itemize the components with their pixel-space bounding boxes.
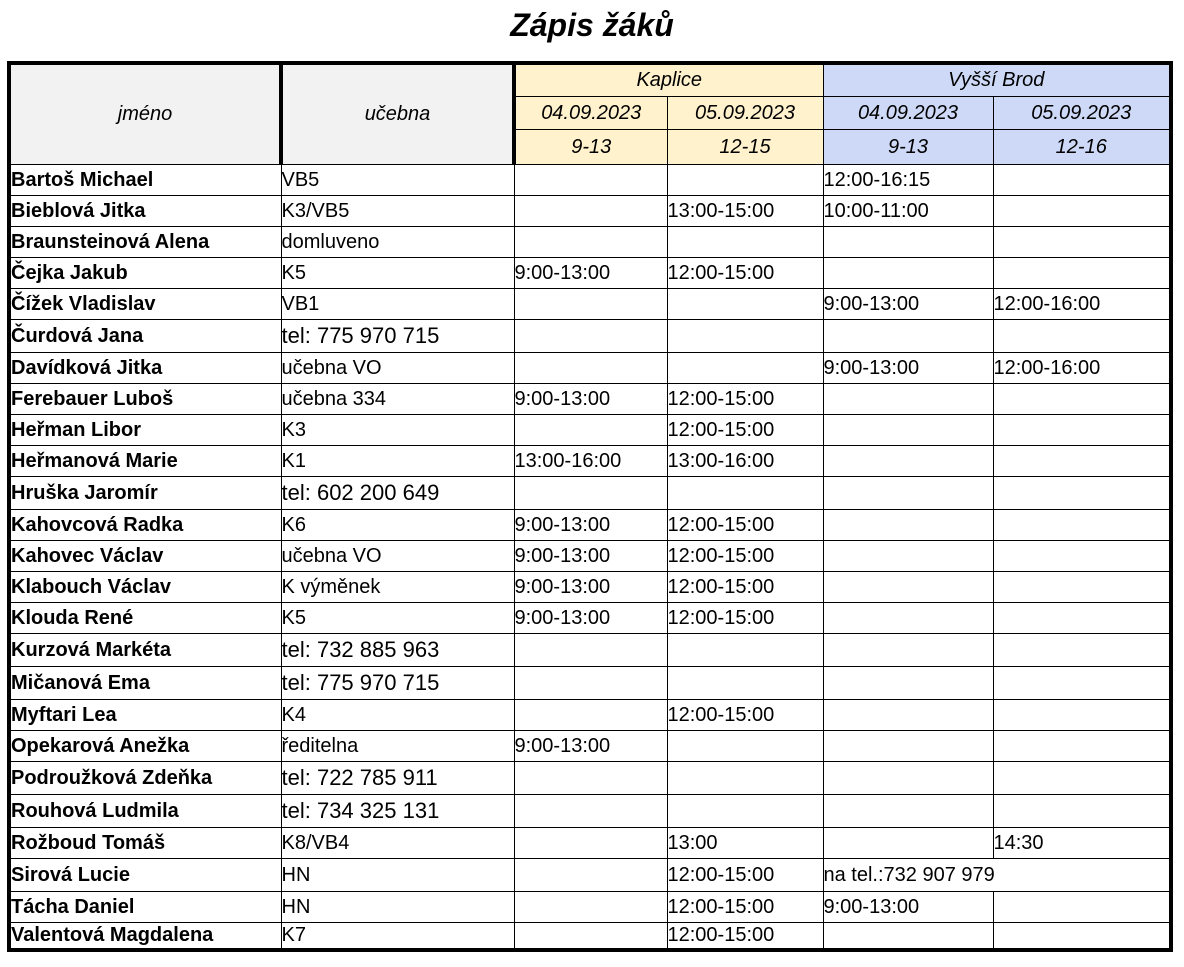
slot-kaplice-day2: 12:00-15:00 <box>667 571 823 602</box>
slot-vyssi-brod-day2 <box>993 540 1171 571</box>
table-row <box>9 761 1171 794</box>
slot-vyssi-brod-day1 <box>823 602 993 633</box>
slot-vyssi-brod-day2 <box>993 445 1171 476</box>
slot-kaplice-day2: 12:00-15:00 <box>667 414 823 445</box>
slot-kaplice-day1: 9:00-13:00 <box>514 509 667 540</box>
table-row <box>9 633 1171 666</box>
table-row <box>9 288 1171 319</box>
student-name: Kahovec Václav <box>9 540 281 571</box>
student-classroom: tel: 602 200 649 <box>281 476 514 509</box>
slot-kaplice-day2: 13:00-16:00 <box>667 445 823 476</box>
slot-kaplice-day1: 13:00-16:00 <box>514 445 667 476</box>
slot-vyssi-brod-day2 <box>993 602 1171 633</box>
slot-kaplice-day2: 12:00-15:00 <box>667 891 823 922</box>
student-classroom: tel: 732 885 963 <box>281 633 514 666</box>
slot-kaplice-day1 <box>514 827 667 858</box>
student-name: Hruška Jaromír <box>9 476 281 509</box>
slot-kaplice-day1 <box>514 476 667 509</box>
slot-kaplice-day1 <box>514 226 667 257</box>
slot-vyssi-brod-day1 <box>823 540 993 571</box>
slot-kaplice-day1: 9:00-13:00 <box>514 571 667 602</box>
slot-vyssi-brod-day1 <box>823 226 993 257</box>
slot-vyssi-brod-day2 <box>993 699 1171 730</box>
student-classroom: HN <box>281 891 514 922</box>
enrollment-table <box>7 61 1173 952</box>
sheet-title: Zápis žáků <box>510 7 674 43</box>
slot-kaplice-day1 <box>514 699 667 730</box>
slot-kaplice-day1 <box>514 891 667 922</box>
slot-vyssi-brod-day2 <box>993 571 1171 602</box>
slot-vyssi-brod-day1 <box>823 571 993 602</box>
slot-vyssi-brod-day2 <box>993 922 1171 950</box>
slot-vyssi-brod-day2 <box>993 195 1171 226</box>
slot-vyssi-brod-day2: 12:00-16:00 <box>993 352 1171 383</box>
slot-kaplice-day2 <box>667 164 823 195</box>
table-row <box>9 602 1171 633</box>
slot-kaplice-day2: 12:00-15:00 <box>667 922 823 950</box>
student-classroom: K7 <box>281 922 514 950</box>
student-name: Heřmanová Marie <box>9 445 281 476</box>
table-row <box>9 891 1171 922</box>
slot-vyssi-brod-day1 <box>823 922 993 950</box>
slot-vyssi-brod-note: na tel.:732 907 979 <box>823 858 1171 891</box>
student-classroom: K8/VB4 <box>281 827 514 858</box>
student-name: Podroužková Zdeňka <box>9 761 281 794</box>
student-name: Tácha Daniel <box>9 891 281 922</box>
student-classroom: domluveno <box>281 226 514 257</box>
student-classroom: VB1 <box>281 288 514 319</box>
slot-vyssi-brod-day1: 9:00-13:00 <box>823 288 993 319</box>
slot-kaplice-day2 <box>667 730 823 761</box>
student-name: Bieblová Jitka <box>9 195 281 226</box>
student-classroom: K1 <box>281 445 514 476</box>
slot-kaplice-day1 <box>514 922 667 950</box>
table-row <box>9 666 1171 699</box>
student-classroom: K výměnek <box>281 571 514 602</box>
slot-vyssi-brod-day2 <box>993 319 1171 352</box>
table-row <box>9 414 1171 445</box>
slot-vyssi-brod-day2 <box>993 414 1171 445</box>
slot-vyssi-brod-day1: 9:00-13:00 <box>823 352 993 383</box>
slot-kaplice-day2 <box>667 633 823 666</box>
student-name: Braunsteinová Alena <box>9 226 281 257</box>
slot-vyssi-brod-day1: 10:00-11:00 <box>823 195 993 226</box>
slot-vyssi-brod-day1: 9:00-13:00 <box>823 891 993 922</box>
slot-kaplice-day2: 12:00-15:00 <box>667 699 823 730</box>
slot-kaplice-day2 <box>667 761 823 794</box>
table-row <box>9 226 1171 257</box>
header-name: jméno <box>9 63 281 164</box>
header-time: 9-13 <box>514 129 667 164</box>
slot-vyssi-brod-day2 <box>993 257 1171 288</box>
header-location-kaplice: Kaplice <box>514 63 823 96</box>
table-row <box>9 794 1171 827</box>
header-time: 12-15 <box>667 129 823 164</box>
slot-kaplice-day2 <box>667 319 823 352</box>
header-time: 9-13 <box>823 129 993 164</box>
header-date: 04.09.2023 <box>514 96 667 129</box>
slot-vyssi-brod-day1 <box>823 730 993 761</box>
student-name: Kahovcová Radka <box>9 509 281 540</box>
table-row <box>9 730 1171 761</box>
student-name: Čížek Vladislav <box>9 288 281 319</box>
slot-vyssi-brod-day2 <box>993 730 1171 761</box>
student-classroom: učebna VO <box>281 352 514 383</box>
slot-kaplice-day2 <box>667 476 823 509</box>
slot-vyssi-brod-day1 <box>823 414 993 445</box>
slot-vyssi-brod-day1 <box>823 666 993 699</box>
student-name: Davídková Jitka <box>9 352 281 383</box>
slot-vyssi-brod-day1 <box>823 761 993 794</box>
table-row <box>9 383 1171 414</box>
student-classroom: K3 <box>281 414 514 445</box>
slot-kaplice-day1 <box>514 633 667 666</box>
slot-kaplice-day2: 12:00-15:00 <box>667 602 823 633</box>
slot-vyssi-brod-day2 <box>993 891 1171 922</box>
student-name: Čejka Jakub <box>9 257 281 288</box>
slot-vyssi-brod-day2 <box>993 666 1171 699</box>
slot-vyssi-brod-day2 <box>993 509 1171 540</box>
student-name: Ferebauer Luboš <box>9 383 281 414</box>
slot-kaplice-day1: 9:00-13:00 <box>514 383 667 414</box>
header-date: 05.09.2023 <box>993 96 1171 129</box>
slot-kaplice-day2: 13:00-15:00 <box>667 195 823 226</box>
student-name: Sirová Lucie <box>9 858 281 891</box>
student-name: Čurdová Jana <box>9 319 281 352</box>
header-date: 05.09.2023 <box>667 96 823 129</box>
slot-vyssi-brod-day2 <box>993 164 1171 195</box>
slot-vyssi-brod-day1 <box>823 319 993 352</box>
student-classroom: VB5 <box>281 164 514 195</box>
table-row <box>9 195 1171 226</box>
table-row <box>9 858 1171 891</box>
student-classroom: učebna 334 <box>281 383 514 414</box>
student-classroom: ředitelna <box>281 730 514 761</box>
student-classroom: tel: 722 785 911 <box>281 761 514 794</box>
slot-kaplice-day1: 9:00-13:00 <box>514 540 667 571</box>
slot-vyssi-brod-day1 <box>823 509 993 540</box>
slot-kaplice-day2: 12:00-15:00 <box>667 858 823 891</box>
slot-kaplice-day1 <box>514 414 667 445</box>
slot-kaplice-day1 <box>514 761 667 794</box>
table-row <box>9 827 1171 858</box>
slot-vyssi-brod-day1: 12:00-16:15 <box>823 164 993 195</box>
student-classroom: K5 <box>281 257 514 288</box>
slot-vyssi-brod-day1 <box>823 383 993 414</box>
student-classroom: učebna VO <box>281 540 514 571</box>
table-row <box>9 319 1171 352</box>
student-classroom: tel: 775 970 715 <box>281 319 514 352</box>
slot-vyssi-brod-day1 <box>823 257 993 288</box>
slot-kaplice-day2: 12:00-15:00 <box>667 509 823 540</box>
table-row <box>9 699 1171 730</box>
student-name: Valentová Magdalena <box>9 922 281 950</box>
student-classroom: K3/VB5 <box>281 195 514 226</box>
slot-vyssi-brod-day2 <box>993 633 1171 666</box>
slot-kaplice-day2: 12:00-15:00 <box>667 540 823 571</box>
student-classroom: HN <box>281 858 514 891</box>
student-classroom: tel: 775 970 715 <box>281 666 514 699</box>
slot-vyssi-brod-day2: 12:00-16:00 <box>993 288 1171 319</box>
slot-kaplice-day1 <box>514 288 667 319</box>
slot-kaplice-day2: 12:00-15:00 <box>667 383 823 414</box>
header-date: 04.09.2023 <box>823 96 993 129</box>
slot-vyssi-brod-day2 <box>993 794 1171 827</box>
slot-kaplice-day1: 9:00-13:00 <box>514 257 667 288</box>
slot-vyssi-brod-day1 <box>823 476 993 509</box>
slot-kaplice-day2 <box>667 666 823 699</box>
header-classroom: učebna <box>281 63 514 164</box>
slot-vyssi-brod-day2 <box>993 383 1171 414</box>
slot-kaplice-day1 <box>514 352 667 383</box>
slot-kaplice-day2 <box>667 226 823 257</box>
slot-kaplice-day1: 9:00-13:00 <box>514 730 667 761</box>
slot-kaplice-day1 <box>514 794 667 827</box>
table-row <box>9 571 1171 602</box>
table-row <box>9 476 1171 509</box>
student-name: Myftari Lea <box>9 699 281 730</box>
slot-kaplice-day2 <box>667 288 823 319</box>
slot-vyssi-brod-day1 <box>823 445 993 476</box>
slot-kaplice-day1 <box>514 858 667 891</box>
student-name: Klabouch Václav <box>9 571 281 602</box>
slot-kaplice-day1 <box>514 319 667 352</box>
table-row <box>9 352 1171 383</box>
slot-kaplice-day2 <box>667 794 823 827</box>
slot-vyssi-brod-day1 <box>823 827 993 858</box>
student-name: Mičanová Ema <box>9 666 281 699</box>
student-name: Klouda René <box>9 602 281 633</box>
table-row <box>9 509 1171 540</box>
slot-vyssi-brod-day2 <box>993 226 1171 257</box>
slot-kaplice-day2 <box>667 352 823 383</box>
table-row <box>9 164 1171 195</box>
table-row <box>9 540 1171 571</box>
student-name: Bartoš Michael <box>9 164 281 195</box>
student-classroom: K6 <box>281 509 514 540</box>
student-classroom: K5 <box>281 602 514 633</box>
table-row <box>9 922 1171 950</box>
slot-kaplice-day1 <box>514 195 667 226</box>
slot-kaplice-day1 <box>514 666 667 699</box>
slot-kaplice-day1: 9:00-13:00 <box>514 602 667 633</box>
student-name: Heřman Libor <box>9 414 281 445</box>
student-name: Rožboud Tomáš <box>9 827 281 858</box>
slot-kaplice-day2: 13:00 <box>667 827 823 858</box>
slot-vyssi-brod-day1 <box>823 699 993 730</box>
student-classroom: tel: 734 325 131 <box>281 794 514 827</box>
header-location-vyssi-brod: Vyšší Brod <box>823 63 1171 96</box>
student-classroom: K4 <box>281 699 514 730</box>
student-name: Kurzová Markéta <box>9 633 281 666</box>
header-time: 12-16 <box>993 129 1171 164</box>
slot-vyssi-brod-day1 <box>823 794 993 827</box>
slot-kaplice-day1 <box>514 164 667 195</box>
slot-vyssi-brod-day2: 14:30 <box>993 827 1171 858</box>
student-name: Rouhová Ludmila <box>9 794 281 827</box>
table-row <box>9 257 1171 288</box>
student-name: Opekarová Anežka <box>9 730 281 761</box>
slot-kaplice-day2: 12:00-15:00 <box>667 257 823 288</box>
slot-vyssi-brod-day2 <box>993 761 1171 794</box>
slot-vyssi-brod-day1 <box>823 633 993 666</box>
table-row <box>9 445 1171 476</box>
slot-vyssi-brod-day2 <box>993 476 1171 509</box>
